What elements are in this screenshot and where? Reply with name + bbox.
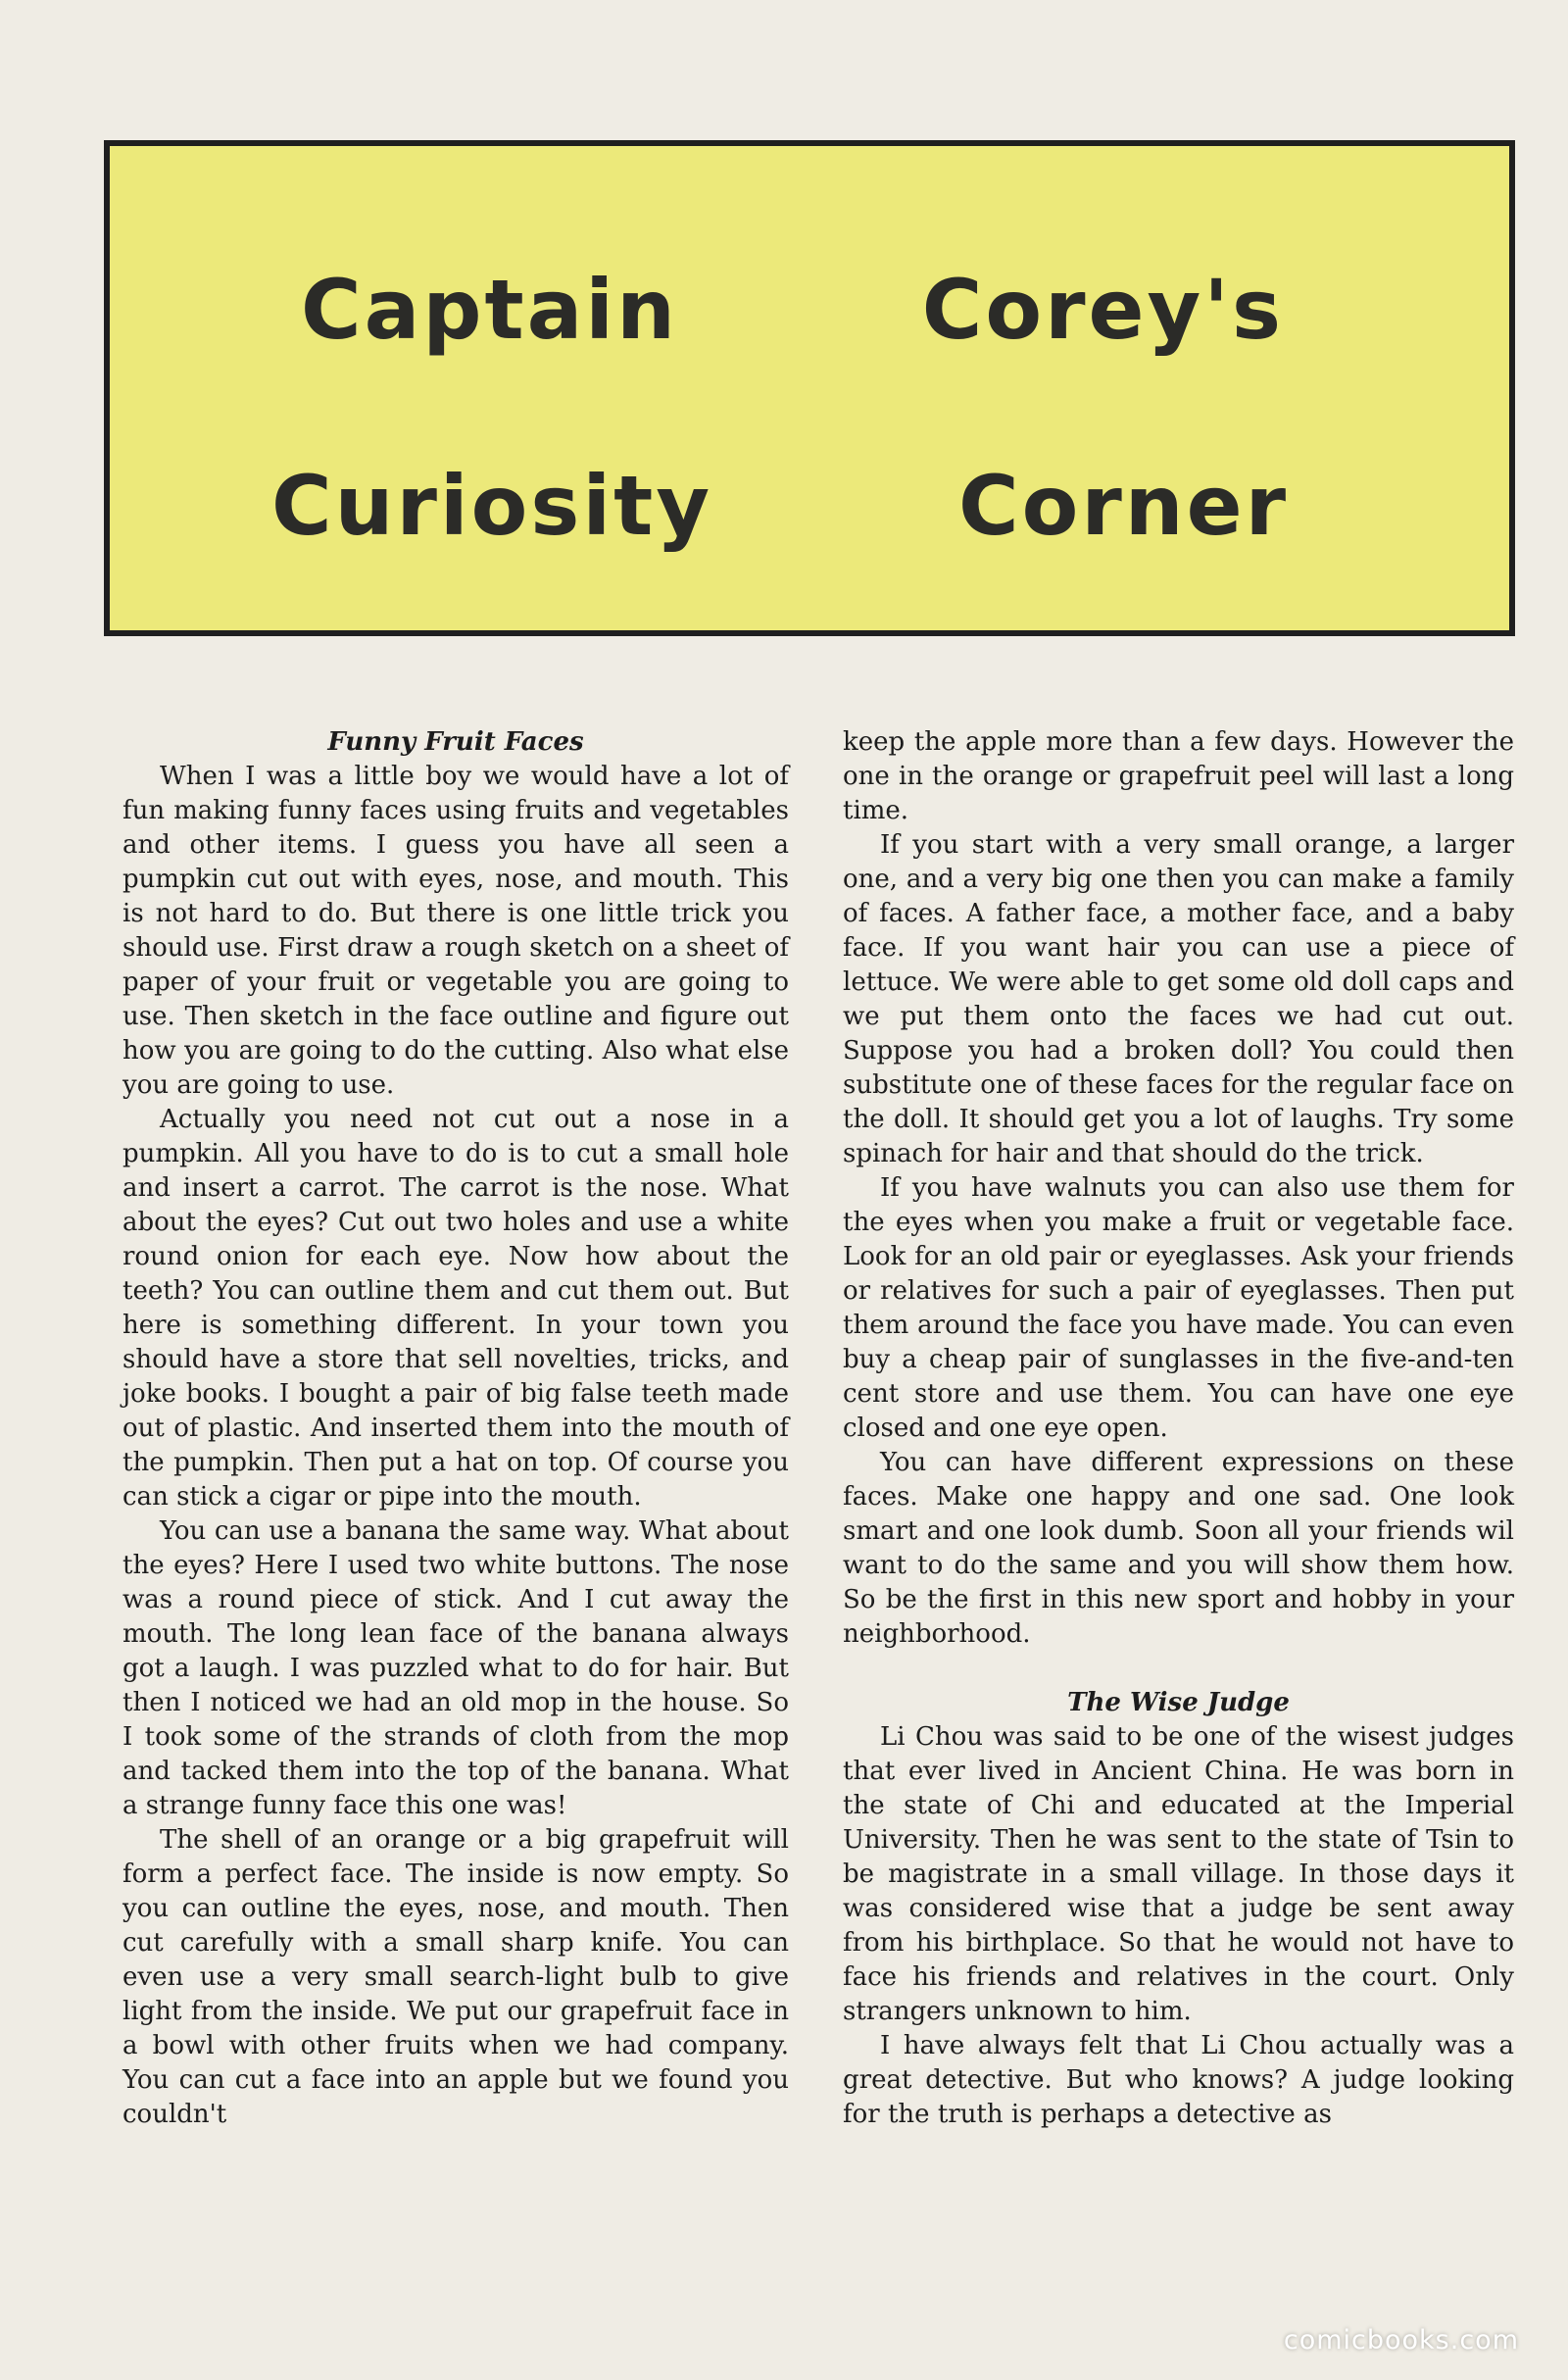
title-panel [104, 140, 1515, 636]
title-line-2 [110, 458, 1509, 554]
watermark: comicbooks.com [1283, 2325, 1519, 2355]
left-column [122, 725, 789, 2132]
paragraph: Actually you need not cut out a nose in a pumpkin. All you have to do is to cut a small hole and insert a carrot. The carrot is the nose. What about the eyes? Cut out two holes and use a white round onion for each eye. Now how about the teeth? You can outline them and cut them out. But here is something different. In your town you should have a store that sell novelties, tricks, and joke books. I bought a pair of big false teeth made out of plastic. And inserted them into the mouth of the pumpkin. Then put a hat on top. Of course you can stick a cigar or pipe into the mouth. [122, 1105, 789, 1512]
article-heading-wise-judge: The Wise Judge [1067, 1688, 1290, 1717]
paragraph-continued: keep the apple more than a few days. However the one in the orange or grapefruit peel will last a long time. [843, 727, 1514, 825]
right-column [843, 725, 1514, 2132]
title-word-coreys: Corey's [921, 262, 1284, 358]
paragraph: You can use a banana the same way. What about the eyes? Here I used two white buttons. The nose was a round piece of stick. And I cut away the mouth. The long lean face of the banana always got a laugh. I was puzzled what to do for hair. But then I noticed we had an old mop in the house. So I took some of the strands of cloth from the mop and tacked them into the top of the banana. What a strange funny face this one was! [122, 1516, 789, 1820]
title-word-captain: Captain [301, 262, 678, 358]
paragraph: When I was a little boy we would have a lot of fun making funny faces using fruits and vegetables and other items. I guess you have all seen a pumpkin cut out with eyes, nose, and mouth. This is not hard to do. But there is one little trick you should use. First draw a rough sketch on a sheet of paper of your fruit or vegetable you are going to use. Then sketch in the face outline and figure out how you are going to do the cutting. Also what else you are going to use. [122, 762, 789, 1100]
article-heading-funny-fruit-faces: Funny Fruit Faces [327, 727, 584, 757]
paragraph: If you start with a very small orange, a larger one, and a very big one then you can make a family of faces. A father face, a mother face, and a baby face. If you want hair you can use a piece of lettuce. We were able to get some old doll caps and we put them onto the faces we had cut out. Suppose you had a broken doll? You could then substitute one of these faces for the regular face on the doll. It should get you a lot of laughs. Try some spinach for hair and that should do the trick. [843, 830, 1514, 1168]
title-word-corner: Corner [958, 458, 1289, 554]
paragraph: Li Chou was said to be one of the wisest judges that ever lived in Ancient China. He was born in the state of Chi and educated at the Imperial University. Then he was sent to the state of Tsin to be magistrate in a small village. In those days it was considered wise that a judge be sent away from his birthplace. So that he would not have to face his friends and relatives in the court. Only strangers unknown to him. [843, 1722, 1514, 2026]
title-word-curiosity: Curiosity [271, 458, 713, 554]
title-line-1 [110, 262, 1509, 358]
paragraph: If you have walnuts you can also use them for the eyes when you make a fruit or vegetable face. Look for an old pair or eyeglasses. Ask your friends or relatives for such a pair of eyeglasses. Then put them around the face you have made. You can even buy a cheap pair of sunglasses in the five-and-ten cent store and use them. You can have one eye closed and one eye open. [843, 1173, 1514, 1443]
paragraph: You can have different expressions on these faces. Make one happy and one sad. One look smart and one look dumb. Soon all your friends wil want to do the same and you will show them how. So be the first in this new sport and hobby in your neighborhood. [843, 1448, 1514, 1649]
paragraph: The shell of an orange or a big grapefruit will form a perfect face. The inside is now empty. So you can outline the eyes, nose, and mouth. Then cut carefully with a small sharp knife. You can even use a very small search-light bulb to give light from the inside. We put our grapefruit face in a bowl with other fruits when we had company. You can cut a face into an apple but we found you couldn't [122, 1825, 789, 2129]
paragraph: I have always felt that Li Chou actually was a great detective. But who knows? A judge looking for the truth is perhaps a detective as [843, 2031, 1514, 2129]
